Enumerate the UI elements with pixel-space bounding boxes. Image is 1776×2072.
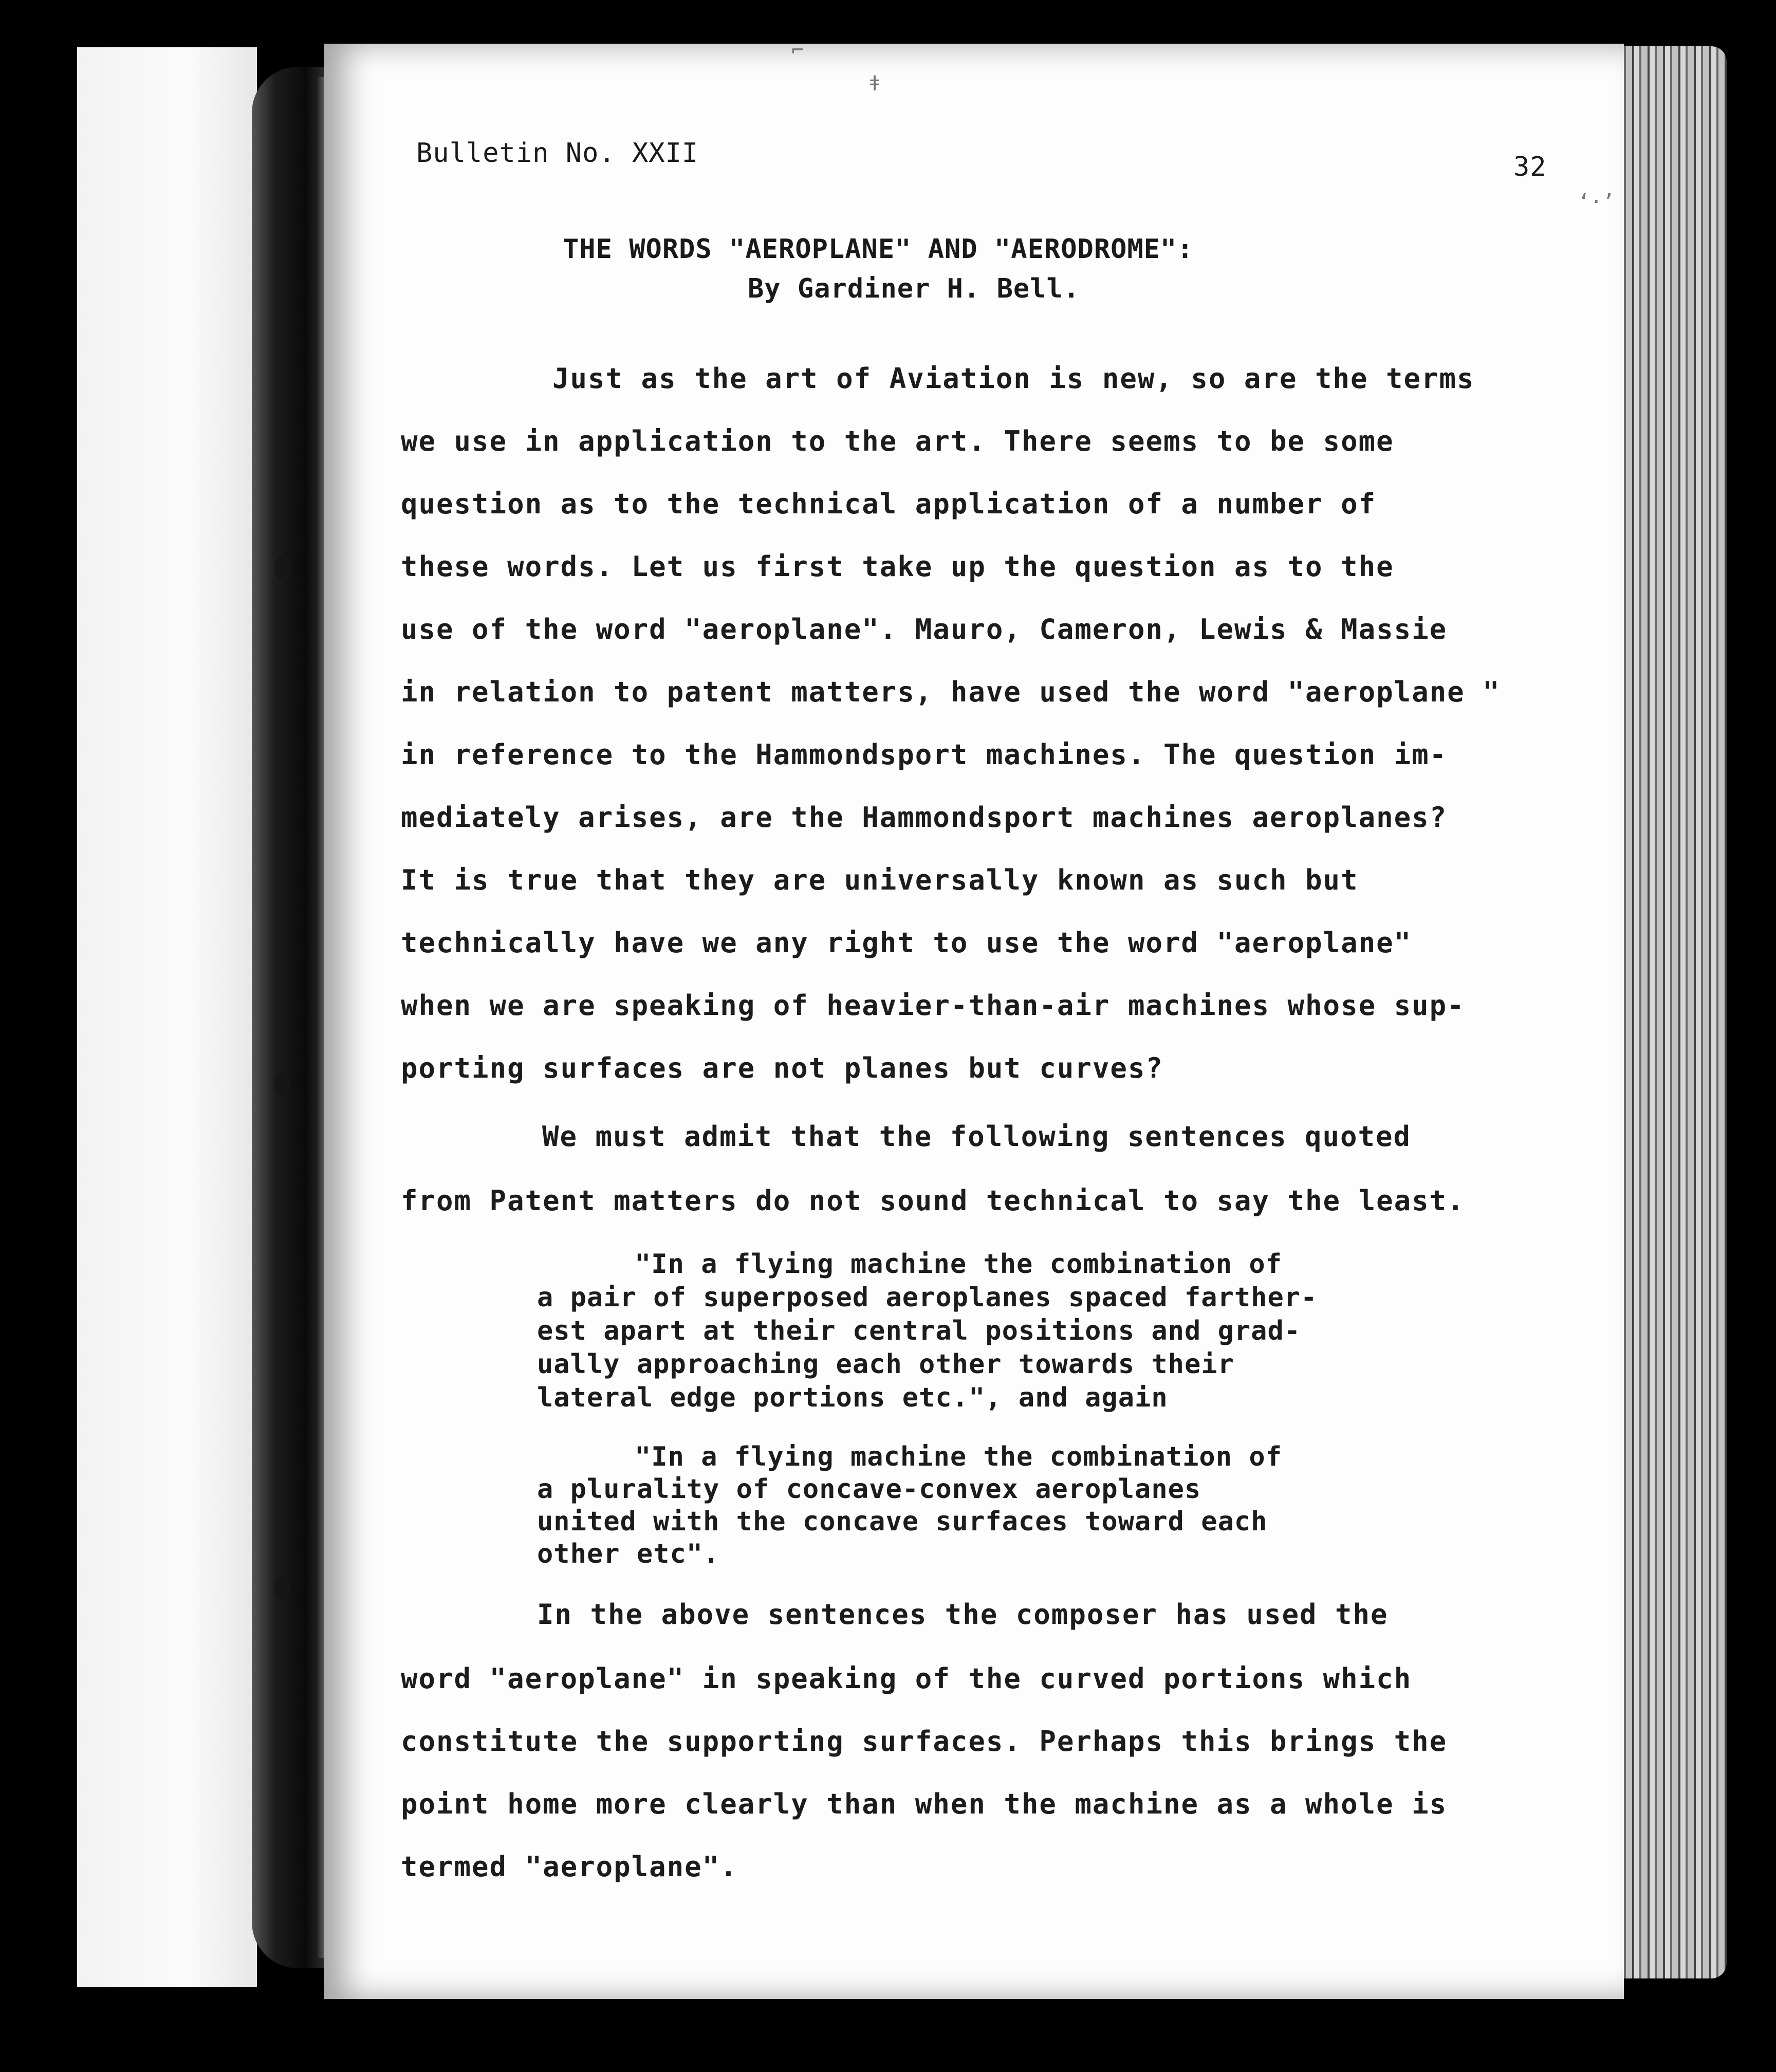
quote-line: lateral edge portions etc.", and again: [537, 1382, 1168, 1413]
paragraph-line: In the above sentences the composer has used the: [537, 1598, 1389, 1631]
quote-line: other etc".: [537, 1539, 720, 1569]
margin-mark: ⌐: [791, 39, 804, 62]
paragraph-line: in relation to patent matters, have used the word "aeroplane ": [401, 676, 1501, 708]
bulletin-number: Bulletin No. XXII: [416, 138, 699, 169]
quote-line: est apart at their central positions and grad-: [537, 1316, 1301, 1346]
paragraph-line: these words. Let us first take up the question as to the: [401, 550, 1394, 583]
paragraph-line: question as to the technical application of a number of: [401, 488, 1377, 520]
quote-line: ually approaching each other towards their: [537, 1349, 1234, 1380]
quote-line: a pair of superposed aeroplanes spaced farther-: [537, 1282, 1318, 1313]
paragraph-line: word "aeroplane" in speaking of the curved portions which: [401, 1662, 1412, 1695]
punch-hole: [275, 1575, 290, 1601]
quote-line: "In a flying machine the combination of: [635, 1249, 1282, 1280]
paragraph-line: we use in application to the art. There seems to be some: [401, 425, 1394, 457]
paragraph-line: technically have we any right to use the word "aeroplane": [401, 927, 1412, 959]
paragraph-line: point home more clearly than when the machine as a whole is: [401, 1788, 1448, 1820]
left-facing-page: [77, 47, 257, 1987]
paragraph-line: from Patent matters do not sound technical to say the least.: [401, 1185, 1465, 1217]
paragraph-line: constitute the supporting surfaces. Perhaps this brings the: [401, 1725, 1448, 1757]
quote-line: "In a flying machine the combination of: [635, 1441, 1282, 1472]
quote-line: united with the concave surfaces toward each: [537, 1506, 1268, 1537]
quote-line: a plurality of concave-convex aeroplanes: [537, 1474, 1201, 1505]
paragraph-line: use of the word "aeroplane". Mauro, Cameron, Lewis & Massie: [401, 613, 1448, 645]
margin-mark: ǂ: [868, 72, 881, 96]
paragraph-line: porting surfaces are not planes but curves?: [401, 1052, 1163, 1084]
paragraph-line: termed "aeroplane".: [401, 1851, 738, 1883]
punch-hole: [275, 1071, 290, 1097]
punch-hole: [275, 555, 290, 581]
article-title: THE WORDS "AEROPLANE" AND "AERODROME":: [563, 234, 1194, 265]
margin-mark: ʻ·ʼ: [1578, 190, 1615, 214]
article-byline: By Gardiner H. Bell.: [748, 273, 1080, 304]
paragraph-line: when we are speaking of heavier-than-air machines whose sup-: [401, 989, 1465, 1022]
paragraph-line: It is true that they are universally known as such but: [401, 864, 1359, 896]
page-number: 32: [1513, 152, 1547, 182]
paragraph-line: in reference to the Hammondsport machines. The question im-: [401, 738, 1448, 771]
paragraph-line: We must admit that the following sentences quoted: [542, 1120, 1412, 1153]
page-edges-stack: [1619, 46, 1727, 1978]
paragraph-line: Just as the art of Aviation is new, so are the terms: [552, 362, 1475, 395]
paragraph-line: mediately arises, are the Hammondsport machines aeroplanes?: [401, 801, 1448, 834]
